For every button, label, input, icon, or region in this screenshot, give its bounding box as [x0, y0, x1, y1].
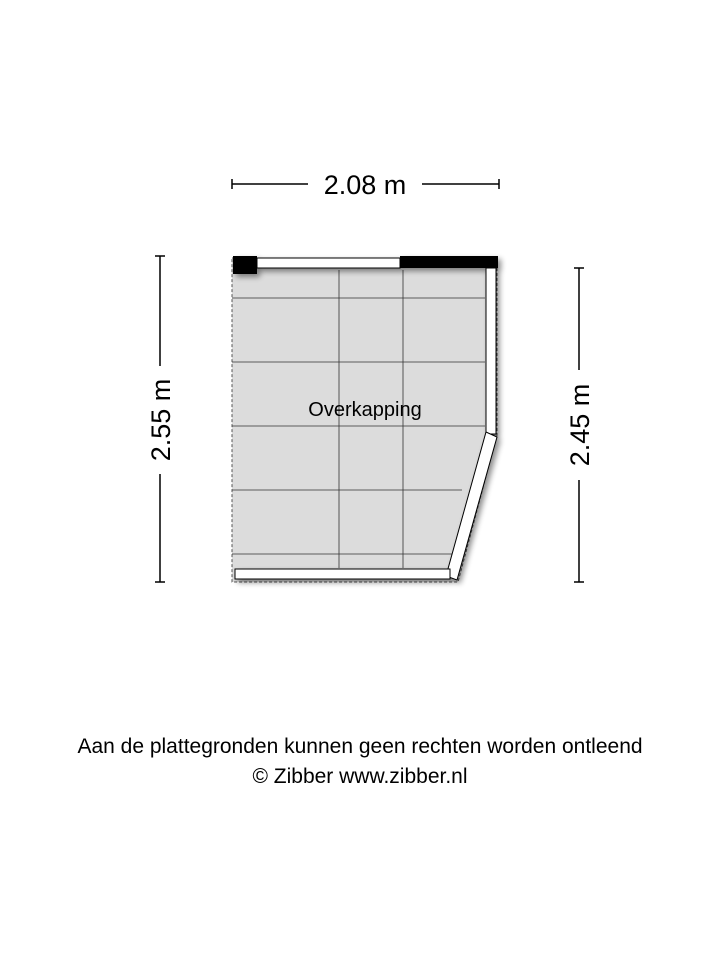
left-height-dimension-label: 2.55 m	[146, 378, 176, 462]
top-right-wall	[400, 256, 498, 268]
room-label: Overkapping	[308, 399, 422, 421]
width-dimension-label: 2.08 m	[323, 170, 407, 200]
bottom-wall	[235, 569, 450, 579]
right-height-dimension-label: 2.45 m	[565, 383, 595, 467]
right-height-dimension	[565, 268, 595, 582]
top-wall-opening	[257, 258, 400, 268]
copyright-text: © Zibber www.zibber.nl	[252, 765, 468, 788]
left-height-dimension	[146, 256, 176, 582]
top-left-column	[233, 256, 257, 274]
disclaimer-text: Aan de plattegronden kunnen geen rechten worden ontleend	[77, 735, 643, 758]
room-overkapping	[232, 256, 498, 582]
width-dimension	[232, 170, 499, 200]
right-wall	[486, 268, 496, 434]
